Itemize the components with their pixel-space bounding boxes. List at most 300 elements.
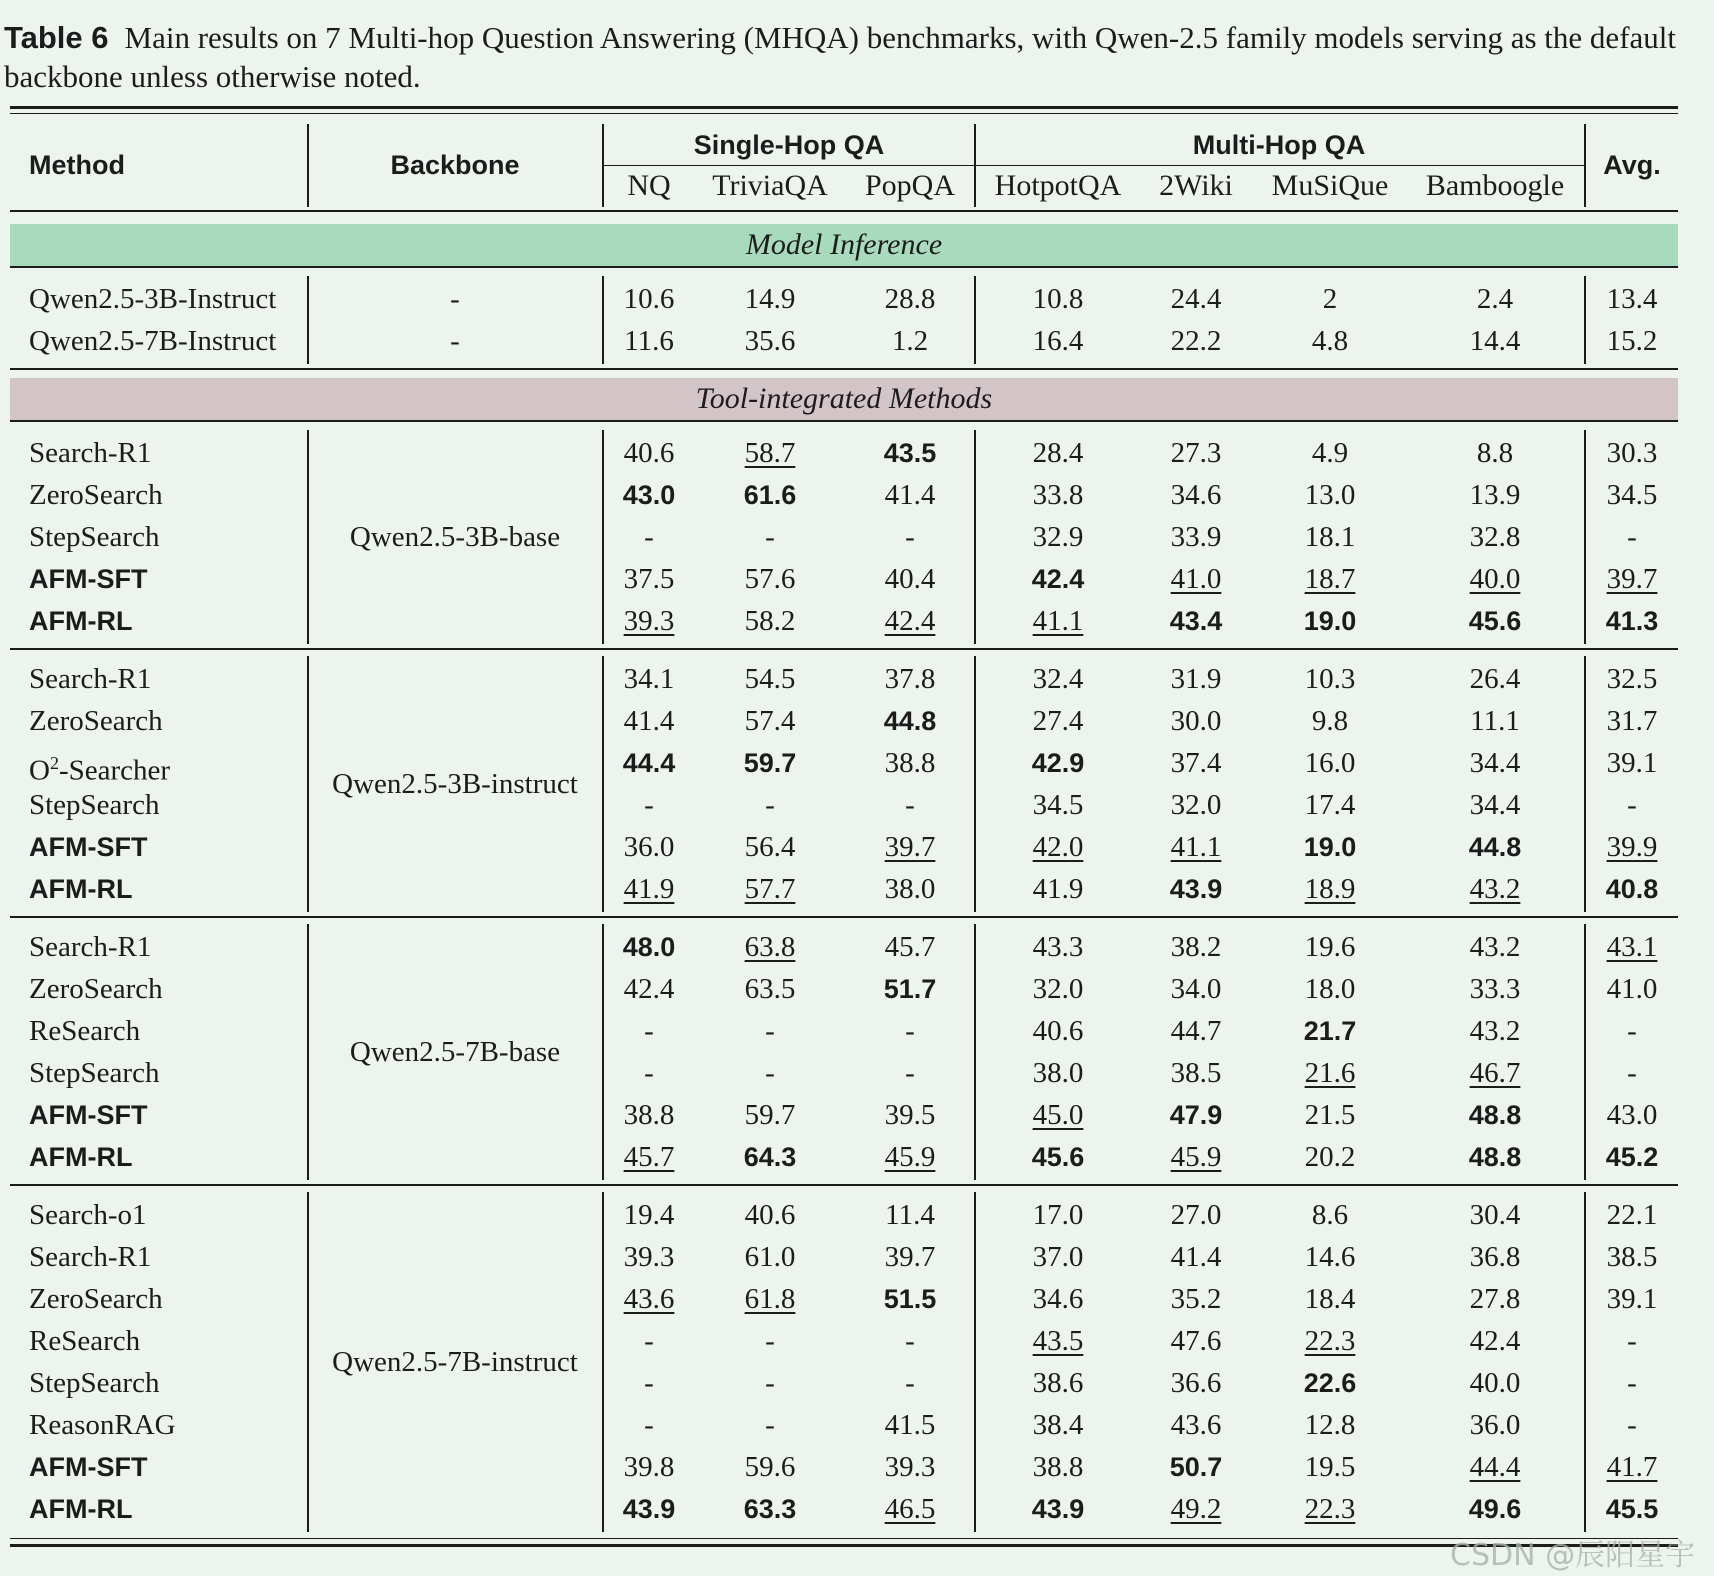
- column-divider: [602, 276, 604, 364]
- value-cell: 34.5: [1032, 789, 1084, 821]
- value-cell: 19.0: [1303, 606, 1357, 636]
- value-cell: -: [905, 521, 915, 553]
- value-cell: -: [1627, 1367, 1637, 1399]
- method-name: AFM-SFT: [29, 1100, 148, 1130]
- value-cell: 41.5: [884, 1409, 936, 1441]
- value-cell: 56.4: [744, 831, 796, 863]
- value-cell: 63.8: [744, 931, 796, 963]
- value-cell: 32.5: [1606, 663, 1658, 695]
- method-name: ReSearch: [29, 1325, 141, 1357]
- value-cell: 10.6: [623, 283, 675, 315]
- value-cell: 38.5: [1170, 1057, 1222, 1089]
- value-cell: 17.0: [1032, 1199, 1084, 1231]
- value-cell: 38.6: [1032, 1367, 1084, 1399]
- value-cell: 47.9: [1169, 1100, 1223, 1130]
- value-cell: 64.3: [743, 1142, 797, 1172]
- value-cell: 18.1: [1304, 521, 1356, 553]
- value-cell: 39.5: [884, 1099, 936, 1131]
- value-cell: 8.6: [1311, 1199, 1349, 1231]
- value-cell: -: [1627, 1325, 1637, 1357]
- value-cell: -: [644, 1057, 654, 1089]
- value-cell: 43.3: [1032, 931, 1084, 963]
- value-cell: 45.6: [1031, 1142, 1085, 1172]
- bottom-rule: [10, 1544, 1678, 1547]
- value-cell: 32.0: [1170, 789, 1222, 821]
- value-cell: 39.3: [623, 1241, 675, 1273]
- value-cell: 19.0: [1303, 832, 1357, 862]
- method-name: ZeroSearch: [29, 973, 163, 1005]
- value-cell: 44.8: [883, 706, 937, 736]
- value-cell: 22.2: [1170, 325, 1222, 357]
- column-divider: [974, 276, 976, 364]
- value-cell: 42.4: [884, 605, 936, 637]
- value-cell: 41.1: [1170, 831, 1222, 863]
- value-cell: 12.8: [1304, 1409, 1356, 1441]
- value-cell: 59.7: [743, 748, 797, 778]
- value-cell: 42.4: [623, 973, 675, 1005]
- value-cell: 28.4: [1032, 437, 1084, 469]
- value-cell: -: [765, 1015, 775, 1047]
- multi-hop-header: Multi-Hop QA: [1192, 130, 1366, 160]
- column-divider: [974, 124, 976, 207]
- column-divider: [1584, 124, 1586, 207]
- value-cell: 39.3: [623, 605, 675, 637]
- header-rule: [10, 210, 1678, 212]
- value-cell: 27.0: [1170, 1199, 1222, 1231]
- caption-label: Table 6: [4, 20, 109, 55]
- method-name: Qwen2.5-3B-Instruct: [29, 283, 277, 315]
- value-cell: 61.6: [743, 480, 797, 510]
- value-cell: 11.6: [624, 325, 674, 357]
- value-cell: 40.6: [744, 1199, 796, 1231]
- column-divider: [1584, 430, 1586, 644]
- column-divider: [602, 656, 604, 912]
- dataset-header-musique: MuSiQue: [1271, 169, 1389, 202]
- value-cell: 22.1: [1606, 1199, 1658, 1231]
- value-cell: 28.8: [884, 283, 936, 315]
- value-cell: 58.2: [744, 605, 796, 637]
- value-cell: 38.5: [1606, 1241, 1658, 1273]
- value-cell: 24.4: [1170, 283, 1222, 315]
- value-cell: 48.0: [622, 932, 676, 962]
- value-cell: 22.3: [1304, 1325, 1356, 1357]
- method-name: AFM-RL: [29, 606, 133, 636]
- value-cell: 30.0: [1170, 705, 1222, 737]
- value-cell: 11.1: [1470, 705, 1520, 737]
- value-cell: 21.6: [1304, 1057, 1356, 1089]
- value-cell: 44.7: [1170, 1015, 1222, 1047]
- value-cell: 43.9: [622, 1494, 676, 1524]
- value-cell: 58.7: [744, 437, 796, 469]
- top-rule-inner: [10, 113, 1678, 114]
- value-cell: 38.4: [1032, 1409, 1084, 1441]
- value-cell: 13.9: [1469, 479, 1521, 511]
- value-cell: 21.7: [1303, 1016, 1357, 1046]
- value-cell: 14.9: [744, 283, 796, 315]
- value-cell: 2.4: [1476, 283, 1514, 315]
- value-cell: 27.4: [1032, 705, 1084, 737]
- method-name: ReSearch: [29, 1015, 141, 1047]
- value-cell: 46.5: [884, 1493, 936, 1525]
- value-cell: -: [905, 1057, 915, 1089]
- value-cell: 38.8: [1032, 1451, 1084, 1483]
- value-cell: 39.7: [884, 831, 936, 863]
- backbone-header: Backbone: [390, 150, 520, 180]
- value-cell: 32.8: [1469, 521, 1521, 553]
- dataset-header-triviaqa: TriviaQA: [712, 169, 828, 202]
- method-name: ReasonRAG: [29, 1409, 176, 1441]
- value-cell: 41.0: [1606, 973, 1658, 1005]
- value-cell: 45.2: [1605, 1142, 1659, 1172]
- value-cell: 41.7: [1606, 1451, 1658, 1483]
- value-cell: 36.6: [1170, 1367, 1222, 1399]
- value-cell: 1.2: [891, 325, 929, 357]
- value-cell: 43.0: [622, 480, 676, 510]
- value-cell: 18.0: [1304, 973, 1356, 1005]
- value-cell: 42.4: [1031, 564, 1085, 594]
- method-name: Qwen2.5-7B-Instruct: [29, 325, 277, 357]
- value-cell: 36.0: [1469, 1409, 1521, 1441]
- value-cell: 42.0: [1032, 831, 1084, 863]
- value-cell: 8.8: [1476, 437, 1514, 469]
- value-cell: 22.6: [1303, 1368, 1357, 1398]
- backbone-label: Qwen2.5-7B-base: [349, 1036, 561, 1068]
- column-divider: [602, 430, 604, 644]
- method-name: AFM-SFT: [29, 564, 148, 594]
- value-cell: 42.4: [1469, 1325, 1521, 1357]
- watermark: CSDN @辰阳星宇: [1450, 1538, 1696, 1573]
- value-cell: -: [1627, 1015, 1637, 1047]
- column-divider: [1584, 1192, 1586, 1532]
- value-cell: 40.0: [1469, 1367, 1521, 1399]
- dataset-header-bamboogle: Bamboogle: [1425, 169, 1565, 202]
- value-cell: 57.6: [744, 563, 796, 595]
- value-cell: 33.3: [1469, 973, 1521, 1005]
- value-cell: 16.4: [1032, 325, 1084, 357]
- value-cell: 38.0: [1032, 1057, 1084, 1089]
- column-divider: [1584, 276, 1586, 364]
- method-name: ZeroSearch: [29, 479, 163, 511]
- value-cell: 46.7: [1469, 1057, 1521, 1089]
- value-cell: 30.3: [1606, 437, 1658, 469]
- method-name: StepSearch: [29, 789, 160, 821]
- value-cell: 35.6: [744, 325, 796, 357]
- value-cell: 45.6: [1468, 606, 1522, 636]
- method-name: Search-R1: [29, 437, 152, 469]
- value-cell: 48.8: [1468, 1142, 1522, 1172]
- value-cell: 41.3: [1605, 606, 1659, 636]
- value-cell: -: [765, 1325, 775, 1357]
- method-name: AFM-RL: [29, 874, 133, 904]
- backbone-label: Qwen2.5-3B-base: [349, 521, 561, 553]
- method-name: Search-R1: [29, 1241, 152, 1273]
- value-cell: -: [644, 789, 654, 821]
- superscript: 2: [49, 753, 59, 773]
- value-cell: 18.7: [1304, 563, 1356, 595]
- value-cell: 41.4: [623, 705, 675, 737]
- value-cell: 44.4: [622, 748, 676, 778]
- method-name: ZeroSearch: [29, 705, 163, 737]
- value-cell: 39.3: [884, 1451, 936, 1483]
- value-cell: 48.8: [1468, 1100, 1522, 1130]
- column-divider: [307, 1192, 309, 1532]
- value-cell: 22.3: [1304, 1493, 1356, 1525]
- value-cell: -: [644, 1367, 654, 1399]
- column-divider: [307, 124, 309, 207]
- value-cell: 38.2: [1170, 931, 1222, 963]
- caption-text: Main results on 7 Multi-hop Question Answering (MHQA) benchmarks, with Qwen-2.5 family models serving as the default backbone unless otherwise noted.: [4, 20, 1676, 94]
- dataset-header-popqa: PopQA: [864, 169, 956, 202]
- method-name: AFM-SFT: [29, 1452, 148, 1482]
- section-heading: Model Inference: [10, 224, 1678, 266]
- value-cell: 37.5: [623, 563, 675, 595]
- value-cell: 54.5: [744, 663, 796, 695]
- group-rule: [10, 916, 1678, 918]
- value-cell: 44.8: [1468, 832, 1522, 862]
- group-rule: [10, 648, 1678, 650]
- dataset-header-2wiki: 2Wiki: [1159, 169, 1233, 202]
- value-cell: 39.9: [1606, 831, 1658, 863]
- value-cell: 20.2: [1304, 1141, 1356, 1173]
- value-cell: 34.4: [1469, 747, 1521, 779]
- value-cell: 27.3: [1170, 437, 1222, 469]
- value-cell: 43.1: [1606, 931, 1658, 963]
- single-hop-header: Single-Hop QA: [693, 130, 885, 160]
- value-cell: -: [1627, 789, 1637, 821]
- value-cell: 2: [1322, 283, 1338, 315]
- value-cell: -: [765, 1409, 775, 1441]
- top-rule: [10, 106, 1678, 109]
- value-cell: 36.0: [623, 831, 675, 863]
- value-cell: 39.1: [1606, 1283, 1658, 1315]
- column-divider: [602, 124, 604, 207]
- value-cell: 39.8: [623, 1451, 675, 1483]
- group-rule: [10, 1184, 1678, 1186]
- value-cell: 37.8: [884, 663, 936, 695]
- value-cell: 41.0: [1170, 563, 1222, 595]
- value-cell: 47.6: [1170, 1325, 1222, 1357]
- value-cell: 33.9: [1170, 521, 1222, 553]
- value-cell: 19.5: [1304, 1451, 1356, 1483]
- value-cell: -: [765, 1367, 775, 1399]
- value-cell: 15.2: [1606, 325, 1658, 357]
- section-heading: Tool-integrated Methods: [10, 378, 1678, 420]
- value-cell: 19.6: [1304, 931, 1356, 963]
- value-cell: 59.6: [744, 1451, 796, 1483]
- value-cell: 61.0: [744, 1241, 796, 1273]
- value-cell: -: [765, 521, 775, 553]
- column-divider: [974, 656, 976, 912]
- value-cell: 43.6: [623, 1283, 675, 1315]
- column-divider: [1584, 656, 1586, 912]
- value-cell: 9.8: [1311, 705, 1349, 737]
- value-cell: -: [905, 1367, 915, 1399]
- value-cell: 34.4: [1469, 789, 1521, 821]
- value-cell: 13.4: [1606, 283, 1658, 315]
- value-cell: 39.7: [884, 1241, 936, 1273]
- value-cell: 33.8: [1032, 479, 1084, 511]
- value-cell: 63.5: [744, 973, 796, 1005]
- value-cell: 34.6: [1032, 1283, 1084, 1315]
- value-cell: 32.4: [1032, 663, 1084, 695]
- column-divider: [307, 276, 309, 364]
- column-divider: [307, 656, 309, 912]
- section-rule: [10, 266, 1678, 268]
- value-cell: -: [644, 1409, 654, 1441]
- value-cell: 45.5: [1605, 1494, 1659, 1524]
- value-cell: 41.4: [884, 479, 936, 511]
- method-name: $O^2$-Searcher: [29, 753, 171, 787]
- value-cell: -: [1627, 1057, 1637, 1089]
- value-cell: 43.5: [883, 438, 937, 468]
- value-cell: 4.8: [1311, 325, 1349, 357]
- value-cell: 41.9: [1032, 873, 1084, 905]
- column-divider: [974, 1192, 976, 1532]
- value-cell: 57.4: [744, 705, 796, 737]
- value-cell: 39.1: [1606, 747, 1658, 779]
- method-name: AFM-RL: [29, 1142, 133, 1172]
- value-cell: 40.0: [1469, 563, 1521, 595]
- value-cell: 43.5: [1032, 1325, 1084, 1357]
- column-divider: [307, 924, 309, 1180]
- value-cell: -: [644, 1325, 654, 1357]
- value-cell: 36.8: [1469, 1241, 1521, 1273]
- value-cell: 45.7: [623, 1141, 675, 1173]
- value-cell: 43.6: [1170, 1409, 1222, 1441]
- value-cell: 45.7: [884, 931, 936, 963]
- value-cell: -: [1627, 521, 1637, 553]
- column-divider: [602, 924, 604, 1180]
- value-cell: 38.8: [884, 747, 936, 779]
- value-cell: 17.4: [1304, 789, 1356, 821]
- group-rule: [10, 368, 1678, 370]
- value-cell: 43.2: [1469, 931, 1521, 963]
- value-cell: 41.1: [1032, 605, 1084, 637]
- value-cell: -: [765, 789, 775, 821]
- value-cell: 49.6: [1468, 1494, 1522, 1524]
- value-cell: 38.0: [884, 873, 936, 905]
- value-cell: 61.8: [744, 1283, 796, 1315]
- method-name: StepSearch: [29, 1057, 160, 1089]
- column-divider: [602, 1192, 604, 1532]
- section-rule: [10, 420, 1678, 422]
- method-name: ZeroSearch: [29, 1283, 163, 1315]
- value-cell: 43.4: [1169, 606, 1223, 636]
- value-cell: 14.6: [1304, 1241, 1356, 1273]
- column-divider: [1584, 924, 1586, 1180]
- value-cell: 34.5: [1606, 479, 1658, 511]
- value-cell: 34.1: [623, 663, 675, 695]
- value-cell: 43.9: [1031, 1494, 1085, 1524]
- bottom-rule-inner: [10, 1538, 1678, 1539]
- value-cell: 10.8: [1032, 283, 1084, 315]
- value-cell: 38.8: [623, 1099, 675, 1131]
- value-cell: 51.7: [883, 974, 937, 1004]
- value-cell: -: [1627, 1409, 1637, 1441]
- method-name: Search-o1: [29, 1199, 147, 1231]
- value-cell: 43.2: [1469, 873, 1521, 905]
- value-cell: 45.9: [1170, 1141, 1222, 1173]
- value-cell: 37.0: [1032, 1241, 1084, 1273]
- value-cell: 32.9: [1032, 521, 1084, 553]
- value-cell: 10.3: [1304, 663, 1356, 695]
- value-cell: 57.7: [744, 873, 796, 905]
- value-cell: 32.0: [1032, 973, 1084, 1005]
- avg-header: Avg.: [1603, 150, 1661, 180]
- backbone-cell: -: [450, 283, 460, 315]
- value-cell: 45.0: [1032, 1099, 1084, 1131]
- value-cell: 43.9: [1169, 874, 1223, 904]
- value-cell: -: [765, 1057, 775, 1089]
- value-cell: 40.4: [884, 563, 936, 595]
- value-cell: 18.4: [1304, 1283, 1356, 1315]
- value-cell: 43.2: [1469, 1015, 1521, 1047]
- value-cell: 44.4: [1469, 1451, 1521, 1483]
- value-cell: 63.3: [743, 1494, 797, 1524]
- method-name: AFM-RL: [29, 1494, 133, 1524]
- dataset-header-nq: NQ: [627, 169, 671, 202]
- value-cell: 4.9: [1311, 437, 1349, 469]
- method-header: Method: [29, 150, 125, 180]
- value-cell: 13.0: [1304, 479, 1356, 511]
- value-cell: 37.4: [1170, 747, 1222, 779]
- value-cell: -: [905, 789, 915, 821]
- value-cell: 40.6: [623, 437, 675, 469]
- value-cell: 26.4: [1469, 663, 1521, 695]
- value-cell: -: [644, 521, 654, 553]
- value-cell: 50.7: [1169, 1452, 1223, 1482]
- value-cell: 34.0: [1170, 973, 1222, 1005]
- value-cell: 42.9: [1031, 748, 1085, 778]
- value-cell: 34.6: [1170, 479, 1222, 511]
- value-cell: 19.4: [623, 1199, 675, 1231]
- column-divider: [974, 430, 976, 644]
- method-name: Search-R1: [29, 931, 152, 963]
- method-name: StepSearch: [29, 521, 160, 553]
- value-cell: 16.0: [1304, 747, 1356, 779]
- value-cell: -: [905, 1325, 915, 1357]
- value-cell: 31.9: [1170, 663, 1222, 695]
- method-name: Search-R1: [29, 663, 152, 695]
- value-cell: 18.9: [1304, 873, 1356, 905]
- value-cell: 41.9: [623, 873, 675, 905]
- value-cell: 27.8: [1469, 1283, 1521, 1315]
- value-cell: 43.0: [1606, 1099, 1658, 1131]
- value-cell: 14.4: [1469, 325, 1521, 357]
- backbone-cell: -: [450, 325, 460, 357]
- backbone-label: Qwen2.5-7B-instruct: [332, 1346, 578, 1378]
- table-caption: [4, 18, 1704, 96]
- value-cell: 31.7: [1606, 705, 1658, 737]
- backbone-label: Qwen2.5-3B-instruct: [332, 768, 578, 800]
- value-cell: 49.2: [1170, 1493, 1222, 1525]
- value-cell: -: [644, 1015, 654, 1047]
- value-cell: 59.7: [744, 1099, 796, 1131]
- method-name: StepSearch: [29, 1367, 160, 1399]
- column-divider: [974, 924, 976, 1180]
- column-divider: [307, 430, 309, 644]
- method-name: AFM-SFT: [29, 832, 148, 862]
- value-cell: 21.5: [1304, 1099, 1356, 1131]
- value-cell: 35.2: [1170, 1283, 1222, 1315]
- value-cell: 40.6: [1032, 1015, 1084, 1047]
- value-cell: -: [905, 1015, 915, 1047]
- value-cell: 30.4: [1469, 1199, 1521, 1231]
- value-cell: 39.7: [1606, 563, 1658, 595]
- value-cell: 41.4: [1170, 1241, 1222, 1273]
- value-cell: 11.4: [885, 1199, 935, 1231]
- dataset-header-hotpotqa: HotpotQA: [994, 169, 1122, 202]
